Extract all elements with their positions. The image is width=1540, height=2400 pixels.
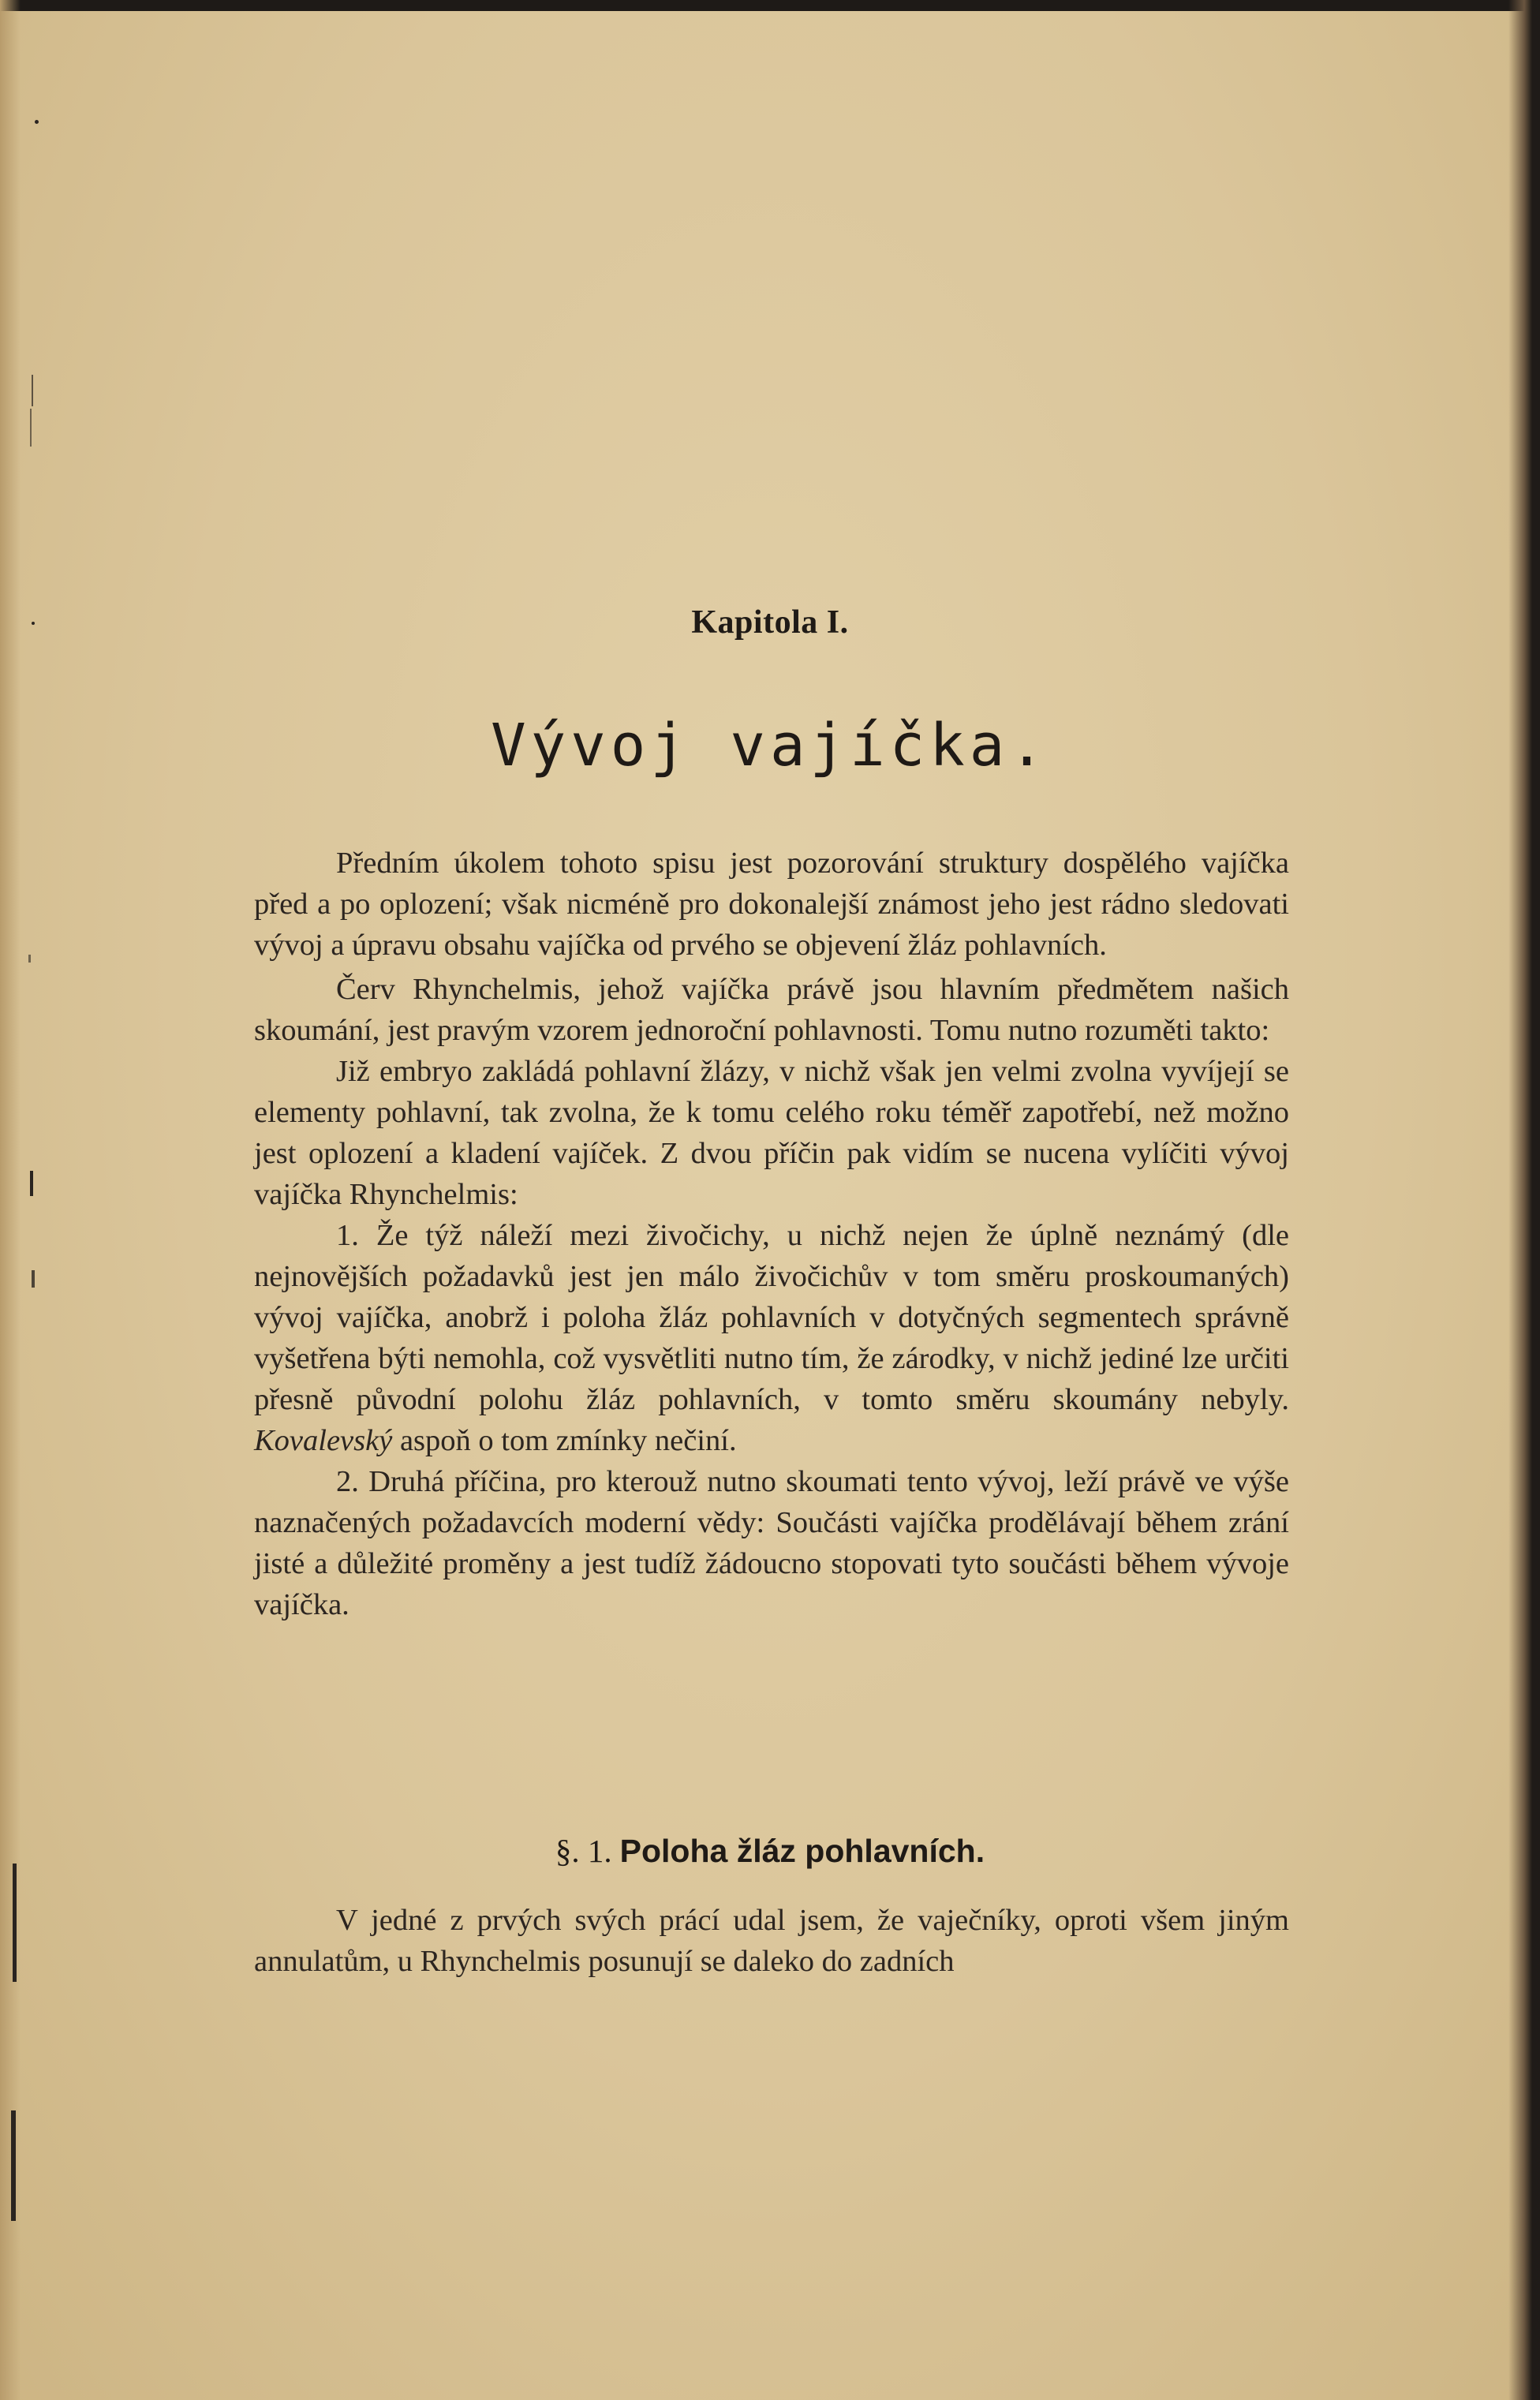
paragraph: V jedné z prvých svých prácí udal jsem, že vaječníky, oproti všem jiným annulatům, u Rhynchelmis posunují se daleko do zadních	[254, 1904, 1289, 1978]
paragraph: Předním úkolem tohoto spisu jest pozorování struktury dospělého vajíčka před a po oplození; však nicméně pro dokonalejší známost jeho jest rádno sledovati vývoj a úpravu obsahu vajíčka od prvého se objevení žláz pohlavních.	[254, 847, 1289, 962]
page-left-edge	[0, 0, 21, 2400]
margin-mark	[30, 409, 32, 447]
section-title: Poloha žláz pohlavních.	[619, 1833, 985, 1869]
page-right-edge	[1508, 0, 1540, 2400]
author-name: Kovalevský	[254, 1424, 393, 1457]
margin-mark	[28, 955, 31, 963]
paragraph: Již embryo zakládá pohlavní žlázy, v nichž však jen velmi zvolna vyvíjejí se elementy pohlavní, tak zvolna, že k tomu celého roku téměř zapotřebí, než možno jest oplození a kladení vajíček. Z dvou příčin pak vidím se nucena vylíčiti vývoj vajíčka Rhynchelmis:	[254, 1055, 1289, 1211]
section-heading	[0, 1832, 1540, 1870]
paragraph-text: 1. Že týž náleží mezi živočichy, u nichž nejen že úplně neznámý (dle nejnovějších požadavků jest jen málo živočichův v tom směru proskoumaných) vývoj vajíčka, anobrž i poloha žláz pohlavních v dotyčných segmentech správně vyšetřena býti nemohla, což vysvětliti nutno tím, že zárodky, v nichž jediné lze určiti přesně původní polohu žláz pohlavních, v tomto směru skoumány nebyly.	[254, 1219, 1289, 1416]
chapter-title: Vývoj vajíčka.	[491, 712, 1049, 779]
margin-mark	[32, 1270, 35, 1288]
margin-mark	[35, 120, 39, 124]
paragraph	[254, 1215, 1289, 1461]
body-text	[254, 843, 1289, 1625]
margin-mark	[32, 375, 33, 406]
paragraph: 2. Druhá příčina, pro kterouž nutno skoumati tento vývoj, leží právě ve výše naznačených požadavcích moderní vědy: Součásti vajíčka prodělávají během zrání jisté a důležité proměny a jest tudíž žádoucno stopovati tyto součásti během vývoje vajíčka.	[254, 1465, 1289, 1621]
margin-mark	[13, 1864, 17, 1982]
paragraph-text: aspoň o tom zmínky nečiní.	[399, 1424, 737, 1457]
chapter-label: Kapitola I.	[691, 604, 849, 641]
margin-mark	[30, 1171, 33, 1196]
margin-mark	[11, 2110, 16, 2221]
page-top-edge	[0, 0, 1540, 11]
paragraph: Červ Rhynchelmis, jehož vajíčka právě jsou hlavním předmětem našich skoumání, jest pravým vzorem jednoroční pohlavnosti. Tomu nutno rozuměti takto:	[254, 973, 1289, 1047]
section-body-text	[254, 1900, 1289, 1982]
section-number: §. 1.	[555, 1833, 612, 1869]
